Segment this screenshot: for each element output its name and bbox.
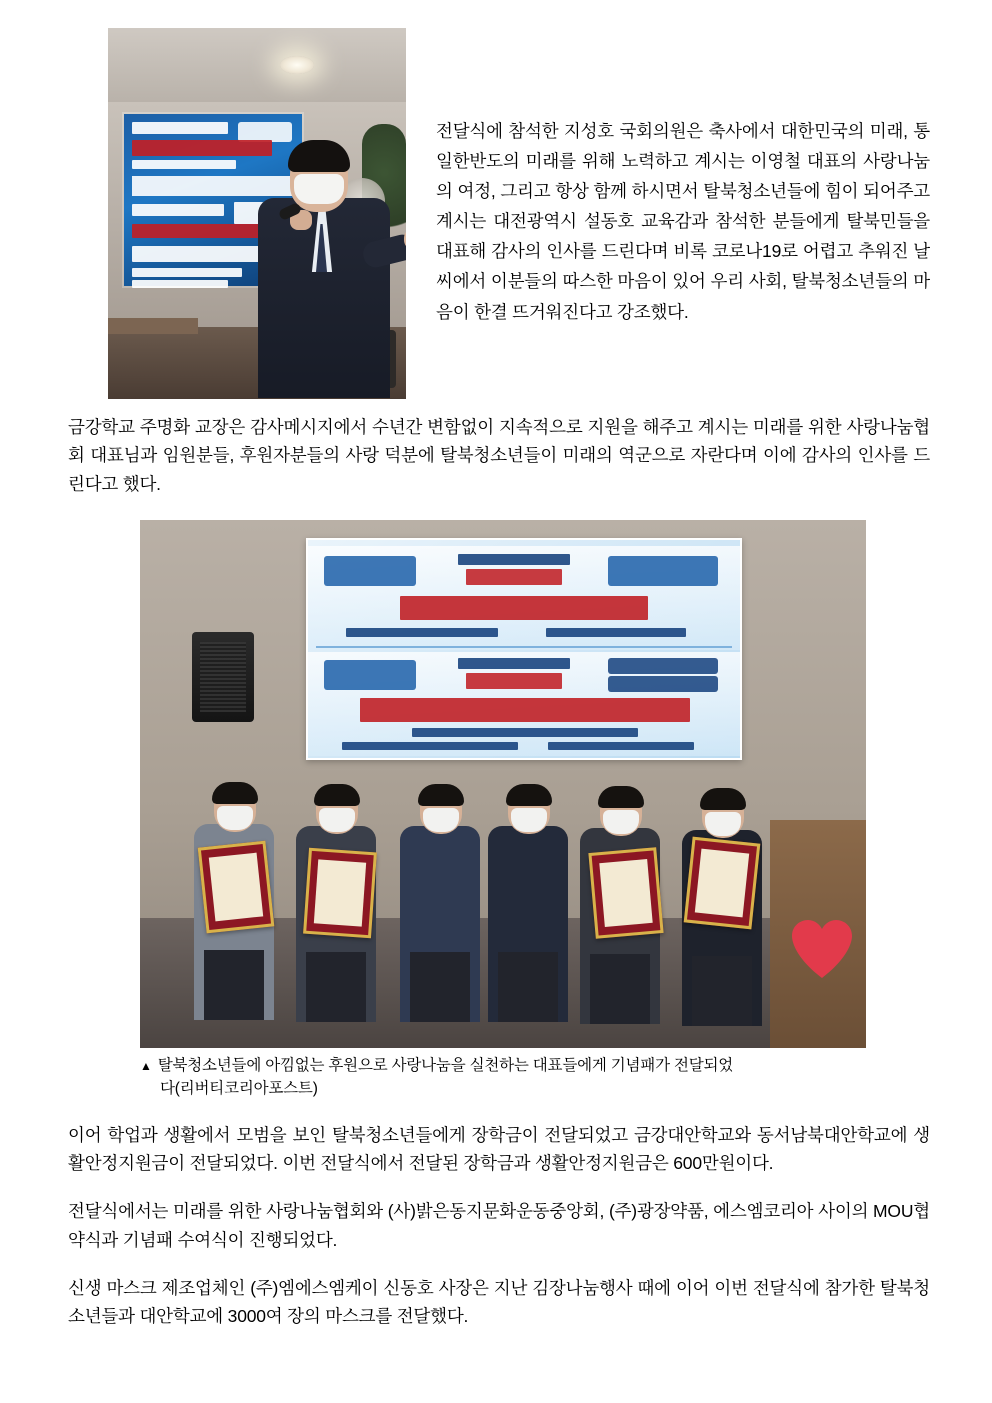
banner-logo-badge xyxy=(238,122,292,142)
face-mask-icon xyxy=(423,808,459,832)
triangle-bullet-icon xyxy=(140,1054,152,1077)
pa-speaker xyxy=(192,632,254,722)
photo-caption-line2: 다(리버티코리아포스트) xyxy=(160,1080,318,1098)
paragraph-mou-ceremony: 전달식에서는 미래를 위한 사랑나눔협회와 (사)밝은동지문화운동중앙회, (주)광장약품, 에스엠코리아 사이의 MOU협약식과 기념패 수여식이 진행되었다. xyxy=(68,1201,930,1250)
award-plaque-4 xyxy=(684,837,761,930)
award-plaque-1 xyxy=(198,841,275,934)
intro-paragraph: 전달식에 참석한 지성호 국회의원은 축사에서 대한민국의 미래, 통일한반도의 미래를 위해 노력하고 계시는 이영철 대표의 사랑나눔의 여정, 그리고 항상 함께 하시면서 탈북청소년들에 힘이 되어주고 계시는 대전광역시 설동호 교육감과 참석한 분들에게 탈북민들을 대표해 감사의 인사를 드린다며 비록 코로나19로 어렵고 추워진 날씨에서 이분들의 따스한 마음이 있어 우리 사회, 탈북청소년들의 마음이 한결 뜨거워진다고 강조했다. xyxy=(436,121,930,322)
event-banner xyxy=(306,538,742,760)
photo-caption-line1: 탈북청소년들에 아낌없는 후원으로 사랑나눔을 실천하는 대표들에게 기념패가 전달되었 xyxy=(157,1057,734,1075)
face-mask-icon xyxy=(319,808,355,832)
speaker-hair xyxy=(288,140,350,172)
top-section xyxy=(0,0,992,399)
ceiling-light xyxy=(280,56,314,74)
side-table xyxy=(108,318,198,334)
face-mask-icon xyxy=(511,808,547,832)
face-mask-icon xyxy=(294,174,344,204)
bottom-paragraphs xyxy=(0,1101,992,1331)
paragraph-scholarship-amount: 이어 학업과 생활에서 모범을 보인 탈북청소년들에게 장학금이 전달되었고 금강대안학교와 동서남북대안학교에 생활안정지원금이 전달되었다. 이번 전달식에서 전달된 장학금과 생활안정지원금은 600만원이다. xyxy=(68,1124,930,1173)
face-mask-icon xyxy=(217,806,253,830)
photo-caption xyxy=(0,1048,866,1101)
award-plaque-3 xyxy=(588,847,663,939)
paragraph-after-photo1: 금강학교 주명화 교장은 감사메시지에서 수년간 변함없이 지속적으로 지원을 해주고 계시는 미래를 위한 사랑나눔협회 대표님과 임원분들, 후원자분들의 사랑 덕분에 탈북청소년들이 미래의 역군으로 자란다며 이에 감사의 인사를 드린다고 했다. xyxy=(68,417,930,494)
paragraph-after-photo1-wrap xyxy=(0,399,992,498)
face-mask-icon xyxy=(603,810,639,834)
photo-group-award-ceremony xyxy=(140,520,866,1048)
paragraph-mask-donation: 신생 마스크 제조업체인 (주)엠에스엠케이 신동호 사장은 지난 김장나눔행사 때에 이어 이번 전달식에 참가한 탈북청소년들과 대안학교에 3000여 장의 마스크를 전달했다. xyxy=(68,1277,930,1327)
photo-speech-at-podium xyxy=(108,28,406,399)
award-plaque-2 xyxy=(303,848,377,939)
ceiling xyxy=(108,28,406,102)
face-mask-icon xyxy=(705,812,741,836)
banner-subtitle-bar xyxy=(132,176,292,196)
photo-group-wrap xyxy=(0,498,992,1048)
